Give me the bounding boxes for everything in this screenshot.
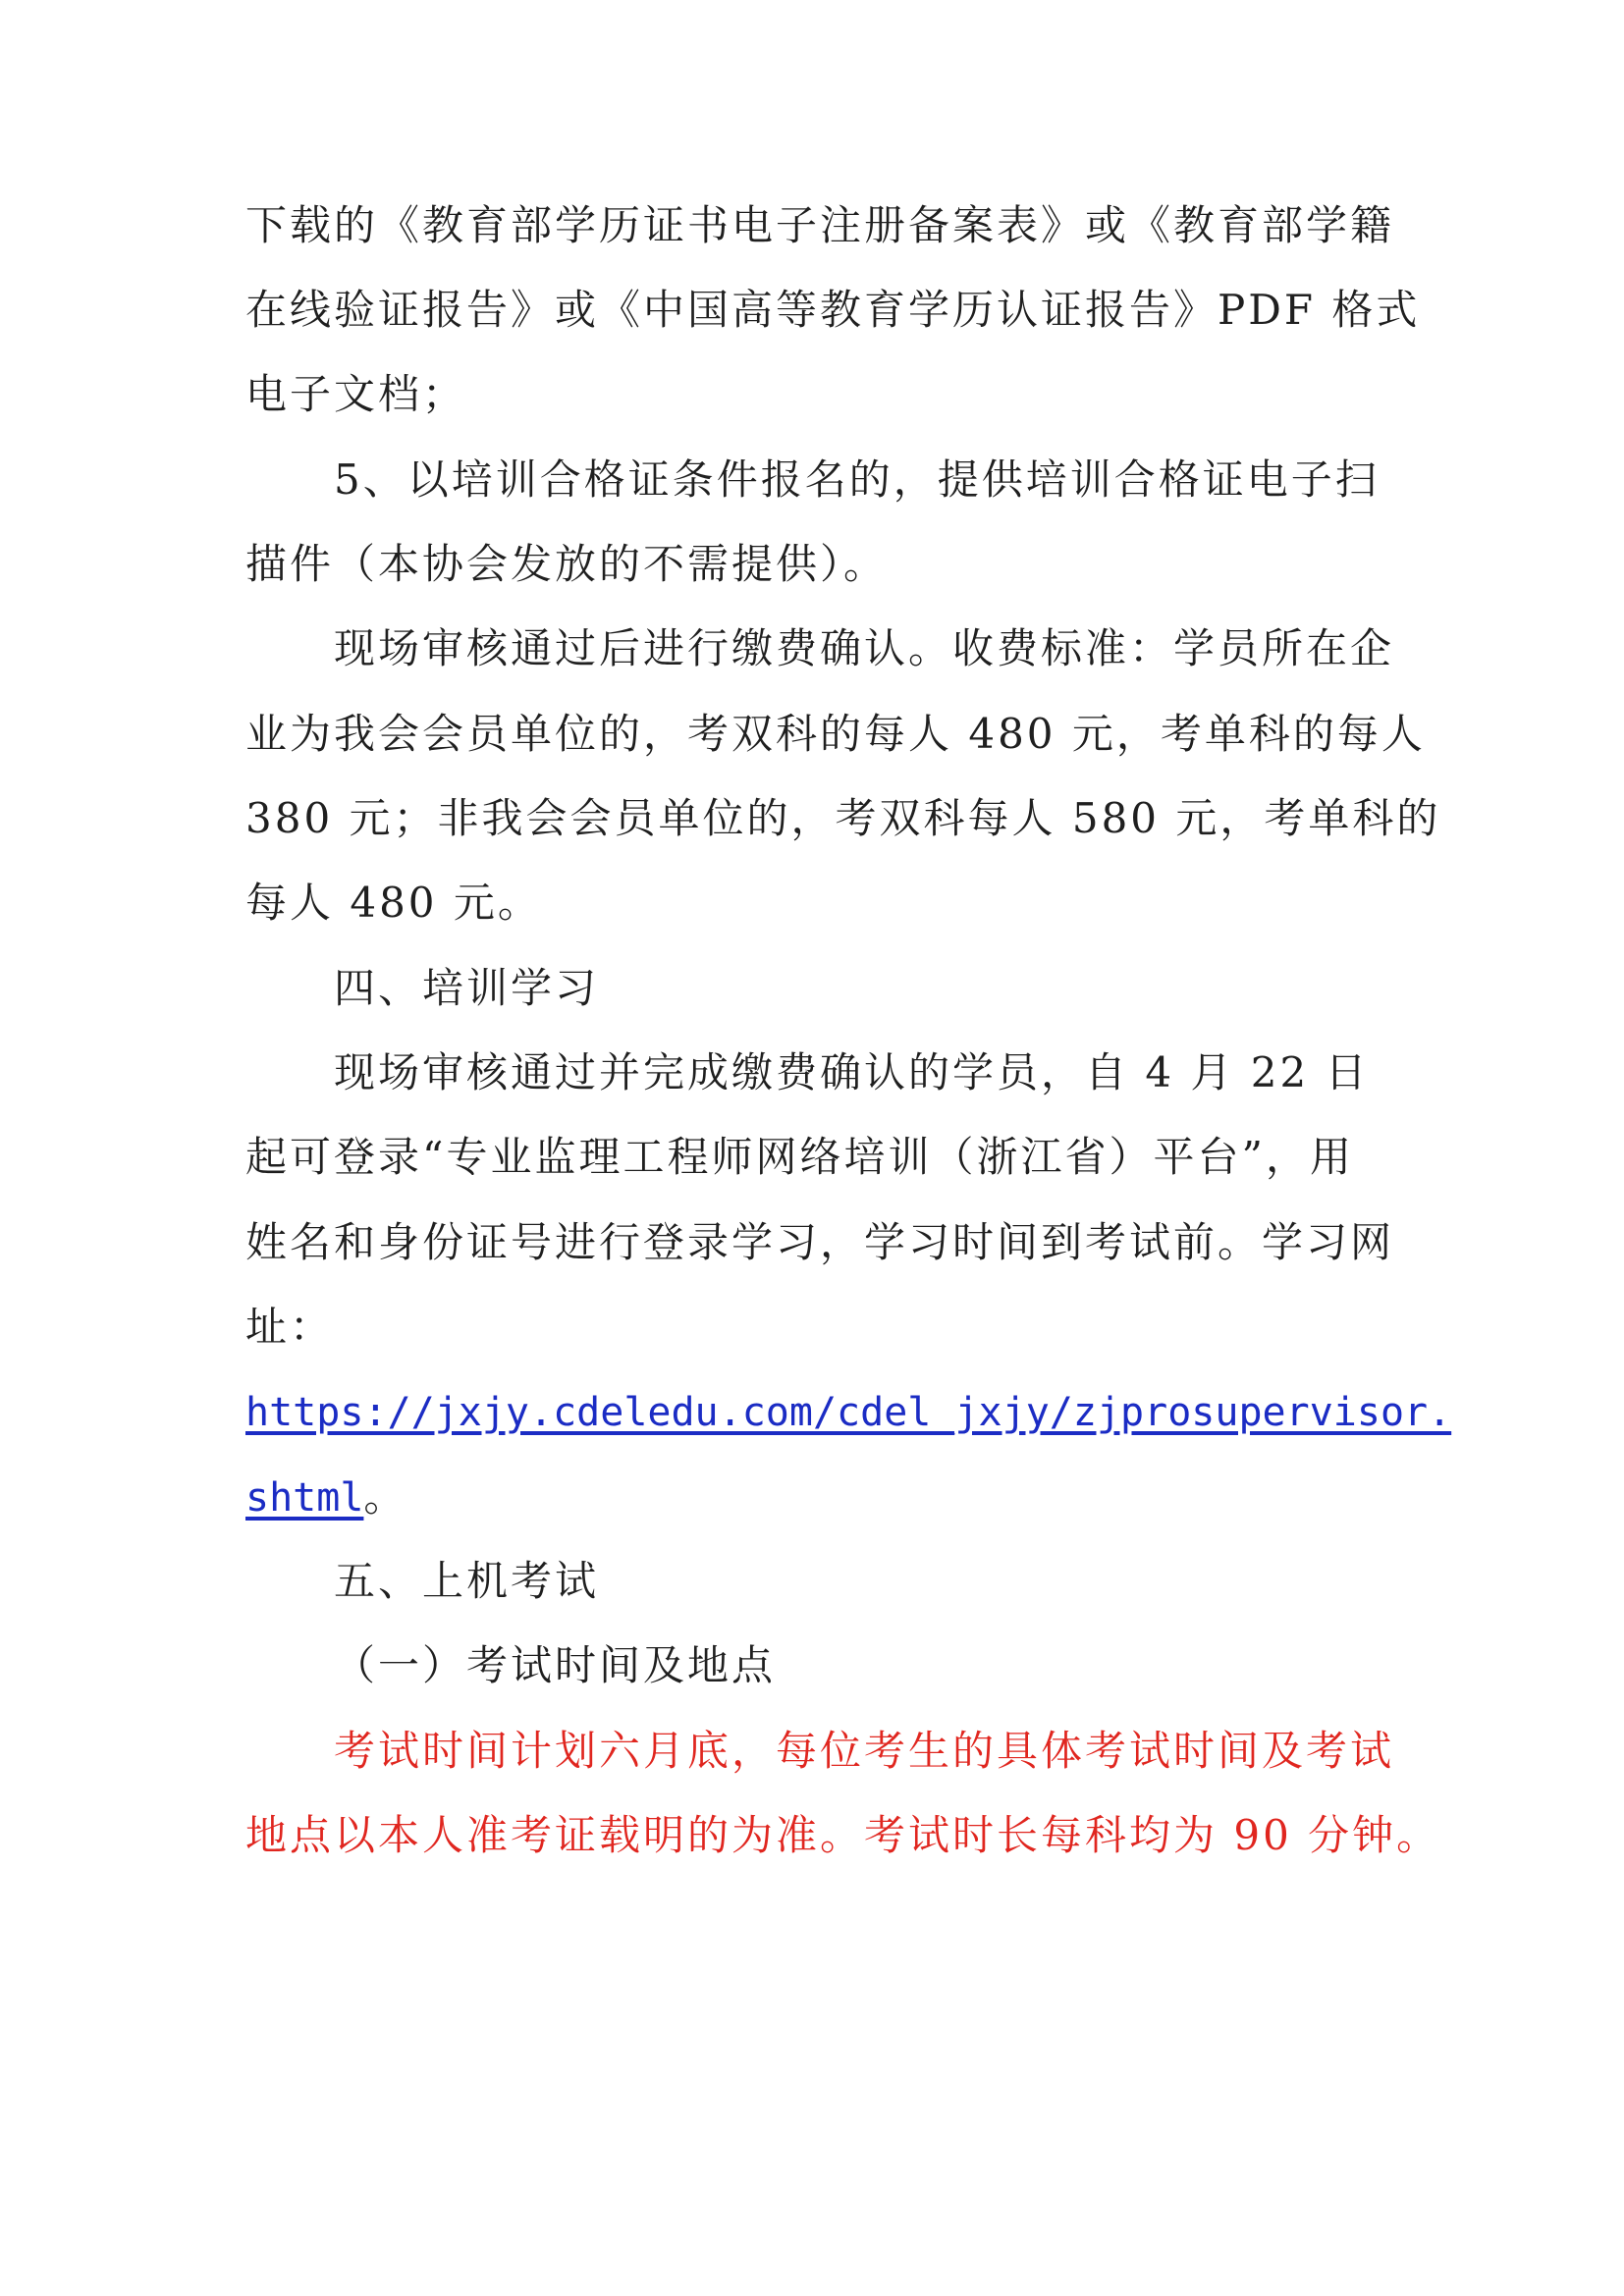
paragraph-line: 起可登录“专业监理工程师网络培训（浙江省）平台”，用 (245, 1133, 1354, 1181)
paragraph-line: 下载的《教育部学历证书电子注册备案表》或《教育部学籍 (245, 201, 1395, 249)
paragraph-line: 380 元；非我会会员单位的，考双科每人 580 元，考单科的 (245, 794, 1441, 842)
paragraph-line: 在线验证报告》或《中国高等教育学历认证报告》PDF 格式 (245, 286, 1421, 334)
paragraph-line: 电子文档； (245, 370, 467, 418)
section-heading-exam: 五、上机考试 (334, 1557, 600, 1605)
paragraph-line: 每人 480 元。 (245, 879, 542, 927)
paragraph-line: 姓名和身份证号进行登录学习，学习时间到考试前。学习网 (245, 1218, 1395, 1266)
subheading-exam-time-location: （一）考试时间及地点 (334, 1641, 777, 1689)
study-url-line2 (245, 1469, 407, 1528)
study-url-line1 (245, 1384, 1451, 1443)
paragraph-line: 5、以培训合格证条件报名的，提供培训合格证电子扫 (334, 455, 1380, 504)
paragraph-line: 业为我会会员单位的，考双科的每人 480 元，考单科的每人 (245, 710, 1426, 758)
paragraph-line: 现场审核通过后进行缴费确认。收费标准：学员所在企 (334, 624, 1395, 672)
paragraph-line: 现场审核通过并完成缴费确认的学员，自 4 月 22 日 (334, 1048, 1370, 1096)
exam-notice-line: 考试时间计划六月底，每位考生的具体考试时间及考试 (334, 1727, 1395, 1775)
exam-notice-line: 地点以本人准考证载明的为准。考试时长每科均为 90 分钟。 (245, 1811, 1441, 1859)
section-heading-training: 四、培训学习 (334, 964, 600, 1012)
paragraph-line: 描件（本协会发放的不需提供）。 (245, 540, 889, 588)
study-url-link-continued[interactable]: shtml (245, 1475, 364, 1521)
url-end-punctuation: 。 (363, 1472, 408, 1521)
paragraph-line: 址： (245, 1303, 335, 1351)
study-url-link[interactable]: https://jxjy.cdeledu.com/cdel_jxjy/zjprosupervisor. (245, 1390, 1452, 1435)
